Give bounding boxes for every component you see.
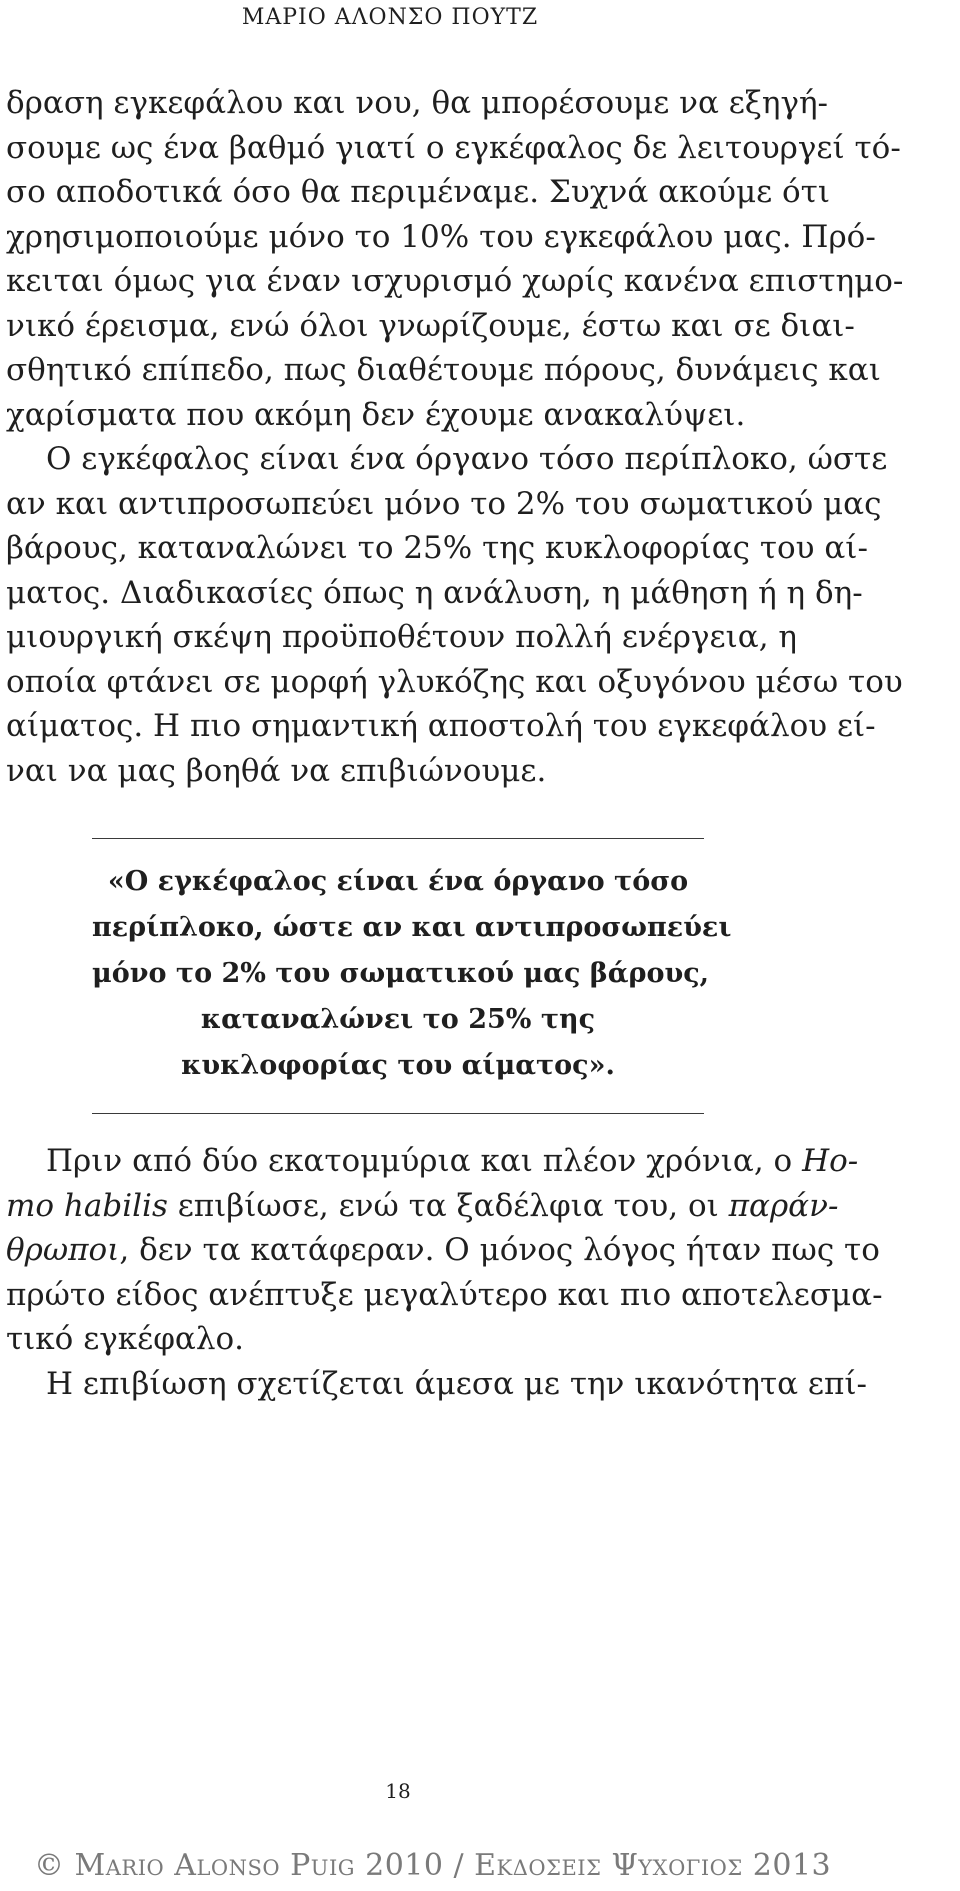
pull-quote-line: περίπλοκο, ώστε αν και αντιπροσωπεύει <box>92 912 732 943</box>
pull-quote-line: καταναλώνει το 25% της <box>200 1004 596 1035</box>
pull-quote-line: κυκλοφορίας του αίματος». <box>181 1050 615 1081</box>
pull-quote <box>92 838 732 1114</box>
text-line: Ο εγκέφαλος είναι ένα όργανο τόσο περίπλοκο, ώστε <box>46 441 888 477</box>
text-line: ματος. Διαδικασίες όπως η ανάλυση, η μάθηση ή η δη- <box>6 574 863 611</box>
text-line: πρώτο είδος ανέπτυξε μεγαλύτερο και πιο αποτελεσμα- <box>6 1276 883 1313</box>
copyright-notice: © Mario Alonso Puig 2010 / Εκδοσεις Ψυχογιος 2013 <box>34 1848 832 1883</box>
running-header-author: ΜΑΡΙΟ ΑΛΟΝΣΟ ΠΟΥΤΖ <box>241 5 539 30</box>
text-line: τικό εγκέφαλο. <box>6 1321 245 1357</box>
text-line: χαρίσματα που ακόμη δεν έχουμε ανακαλύψει. <box>6 396 746 433</box>
text-line: αίματος. Η πιο σημαντική αποστολή του εγκεφάλου εί- <box>6 708 876 744</box>
text-line: Η επιβίωση σχετίζεται άμεσα με την ικανότητα επί- <box>46 1365 867 1402</box>
text-line: αν και αντιπροσωπεύει μόνο το 2% του σωματικού μας <box>6 485 882 522</box>
text-line: mo habilis επιβίωσε, ενώ τα ξαδέλφια του, οι παράν- <box>6 1187 839 1224</box>
pull-quote-line: «Ο εγκέφαλος είναι ένα όργανο τόσο <box>107 866 689 897</box>
page-number: 18 <box>385 1779 411 1803</box>
body-text-bottom <box>6 1139 883 1406</box>
text-line: Πριν από δύο εκατομμύρια και πλέον χρόνια, ο Ho- <box>46 1143 859 1179</box>
text-line: μιουργική σκέψη προϋποθέτουν πολλή ενέργεια, η <box>6 619 797 655</box>
text-line: σο αποδοτικά όσο θα περιμέναμε. Συχνά ακούμε ότι <box>6 174 830 210</box>
text-line: νικό έρεισμα, ενώ όλοι γνωρίζουμε, έστω και σε διαι- <box>6 307 855 344</box>
text-line: βάρους, καταναλώνει το 25% της κυκλοφορίας του αί- <box>6 530 868 566</box>
pull-quote-line: μόνο το 2% του σωματικού μας βάρους, <box>92 958 710 989</box>
body-text-top <box>6 81 904 793</box>
text-line: χρησιμοποιούμε μόνο το 10% του εγκεφάλου μας. Πρό- <box>6 218 876 255</box>
text-line: θρωποι, δεν τα κατάφεραν. Ο μόνος λόγος ήταν πως το <box>6 1232 880 1268</box>
text-line: κειται όμως για έναν ισχυρισμό χωρίς κανένα επιστημο- <box>6 263 904 299</box>
text-line: δραση εγκεφάλου και νου, θα μπορέσουμε να εξηγή- <box>6 85 829 121</box>
text-line: ναι να μας βοηθά να επιβιώνουμε. <box>6 752 547 789</box>
text-line: οποία φτάνει σε μορφή γλυκόζης και οξυγόνου μέσω του <box>6 663 903 700</box>
text-line: σθητικό επίπεδο, πως διαθέτουμε πόρους, δυνάμεις και <box>6 352 881 388</box>
text-line: σουμε ως ένα βαθμό γιατί ο εγκέφαλος δε λειτουργεί τό- <box>6 129 901 166</box>
